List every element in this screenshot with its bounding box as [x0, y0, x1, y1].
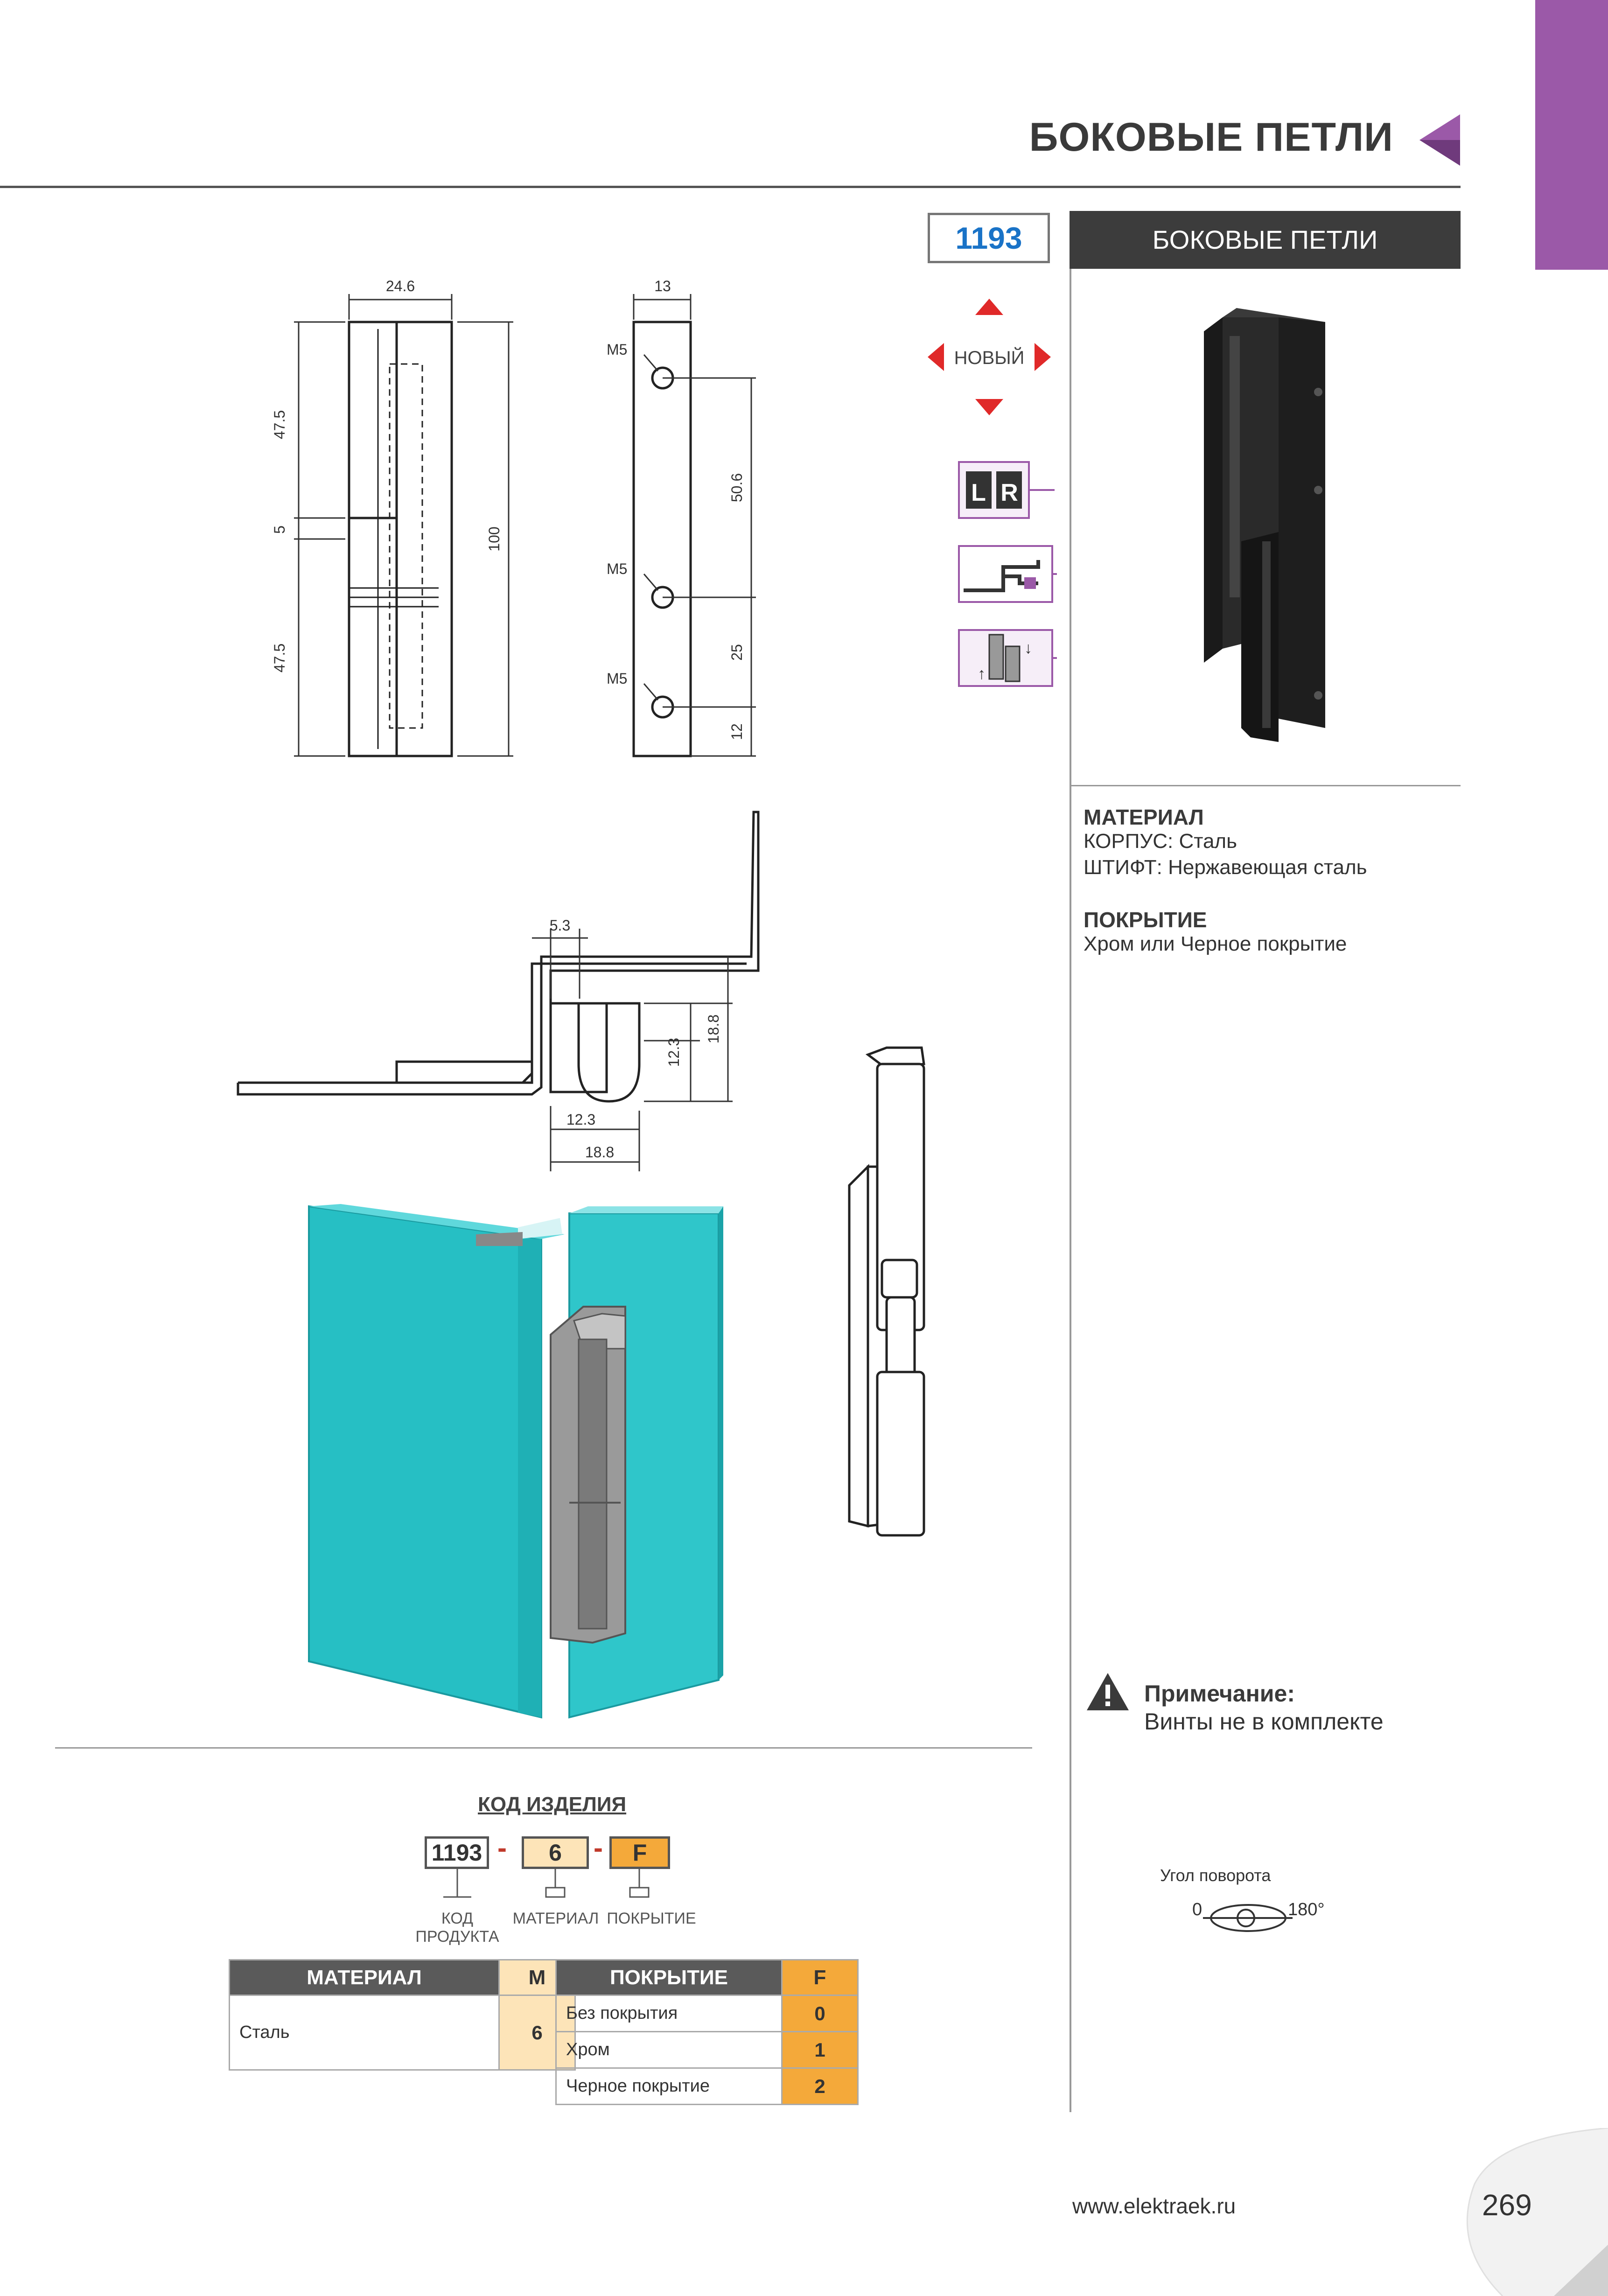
- coating-row-value: 1: [782, 2032, 858, 2068]
- page-title: БОКОВЫЕ ПЕТЛИ: [1029, 115, 1393, 160]
- table-row: [556, 1995, 858, 2032]
- code-separator-1: -: [497, 1832, 507, 1863]
- new-badge-label: НОВЫЙ: [954, 348, 1025, 368]
- material-row-value: 6: [499, 1995, 575, 2070]
- material-line-2: ШТИФТ: Нержавеющая сталь: [1084, 856, 1367, 879]
- right-divider: [1070, 785, 1461, 786]
- code-part-material: 6: [522, 1836, 589, 1869]
- arrow-right-icon: [1035, 343, 1051, 371]
- side-view-dimensions: [634, 294, 756, 756]
- rotation-diagram: [1190, 1895, 1349, 1932]
- product-name-header: БОКОВЫЕ ПЕТЛИ: [1070, 211, 1461, 269]
- dim-front-width: 24.6: [385, 278, 415, 294]
- new-badge: [924, 294, 1055, 420]
- table-row: [556, 2068, 858, 2105]
- coating-title: ПОКРЫТИЕ: [1084, 908, 1207, 932]
- order-code-title: КОД ИЗДЕЛИЯ: [478, 1793, 627, 1816]
- exploded-hinge-drawing: [840, 1036, 961, 1540]
- dim-thread-2: M5: [607, 560, 628, 577]
- coating-table-header: ПОКРЫТИЕ: [556, 1960, 782, 1995]
- cabinet-illustration: [299, 1195, 747, 1722]
- side-view: [634, 322, 691, 756]
- hinge-lift-icon: [959, 630, 1057, 686]
- header-rule: [0, 186, 1461, 188]
- coating-row-label: Без покрытия: [556, 1995, 782, 2032]
- rotation-from: 0: [1192, 1900, 1203, 1919]
- svg-text:↓: ↓: [1024, 639, 1032, 657]
- coating-table: [555, 1959, 859, 2105]
- feature-icons: [957, 460, 1059, 688]
- material-table: [229, 1959, 576, 2071]
- note-text: Винты не в комплекте: [1144, 1708, 1384, 1735]
- dim-top-d5: 18.8: [585, 1144, 615, 1161]
- code-separator-2: -: [594, 1832, 603, 1863]
- front-view: [349, 322, 452, 756]
- code-label-material: МАТЕРИАЛ: [512, 1910, 599, 1927]
- dim-top-d3: 18.8: [705, 1014, 722, 1044]
- dim-side-width: 13: [654, 278, 671, 294]
- arrow-left-icon: [928, 343, 944, 371]
- table-row: [556, 2032, 858, 2068]
- svg-text:R: R: [1000, 479, 1018, 506]
- hinge-part: [551, 1307, 625, 1643]
- material-row-label: Сталь: [230, 1995, 499, 2070]
- coating-row-label: Черное покрытие: [556, 2068, 782, 2105]
- coating-line: Хром или Черное покрытие: [1084, 932, 1347, 955]
- top-view-drawing: [233, 803, 793, 1176]
- dim-thread-1: M5: [607, 341, 628, 358]
- code-part-coating: F: [609, 1836, 670, 1869]
- dim-front-total: 100: [486, 526, 503, 552]
- lr-icon: [959, 462, 1055, 518]
- code-label-coating: ПОКРЫТИЕ: [607, 1910, 696, 1927]
- code-label-product: КОД ПРОДУКТА: [415, 1910, 499, 1946]
- table-row: [230, 1995, 575, 2070]
- dim-front-lower: 47.5: [271, 643, 288, 673]
- left-divider: [55, 1747, 1032, 1749]
- rotation-to: 180°: [1288, 1900, 1325, 1919]
- top-view-dimensions: [532, 929, 733, 1171]
- dim-top-d2: 12.3: [665, 1037, 682, 1067]
- dim-front-upper: 47.5: [271, 410, 288, 440]
- step-profile-icon: [959, 546, 1057, 602]
- title-triangle-icon: [1416, 112, 1462, 168]
- technical-drawing-views: [261, 261, 793, 775]
- note-title: Примечание:: [1144, 1680, 1295, 1707]
- svg-text:L: L: [971, 479, 986, 506]
- code-part-product: 1193: [425, 1836, 489, 1869]
- column-divider: [1070, 269, 1071, 2112]
- arrow-down-icon: [975, 399, 1003, 415]
- dim-front-gap: 5: [271, 525, 288, 534]
- warning-icon: [1084, 1671, 1131, 1713]
- dim-thread-3: M5: [607, 670, 628, 687]
- dim-side-span2: 25: [728, 644, 745, 661]
- material-table-header: МАТЕРИАЛ: [230, 1960, 499, 1995]
- rotation-label: Угол поворота: [1160, 1866, 1271, 1885]
- material-title: МАТЕРИАЛ: [1084, 805, 1204, 829]
- material-table-key: M: [499, 1960, 575, 1995]
- product-code: 1193: [928, 213, 1050, 263]
- code-connectors: [420, 1869, 681, 1916]
- dim-top-d4: 12.3: [566, 1111, 596, 1128]
- arrow-up-icon: [975, 299, 1003, 315]
- coating-row-value: 2: [782, 2068, 858, 2105]
- coating-row-value: 0: [782, 1995, 858, 2032]
- website-link[interactable]: www.elektraek.ru: [1072, 2194, 1236, 2218]
- svg-text:↑: ↑: [978, 665, 986, 683]
- page-number: 269: [1482, 2188, 1532, 2222]
- material-line-1: КОРПУС: Сталь: [1084, 830, 1237, 853]
- dim-side-span1: 50.6: [728, 473, 745, 503]
- coating-table-key: F: [782, 1960, 858, 1995]
- dim-top-d1: 5.3: [549, 917, 571, 934]
- coating-row-label: Хром: [556, 2032, 782, 2068]
- product-photo: [1195, 308, 1344, 756]
- dim-side-span3: 12: [728, 723, 745, 740]
- section-tab: [1535, 0, 1608, 270]
